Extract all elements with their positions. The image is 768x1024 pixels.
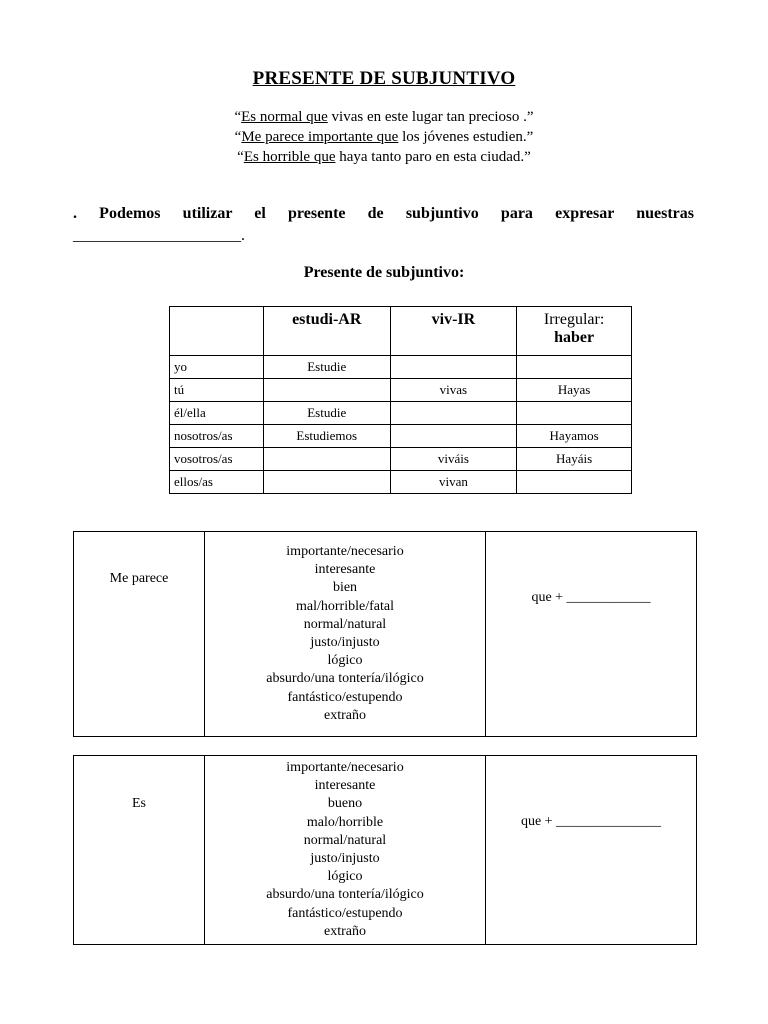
ir-form-cell: vivan — [390, 471, 517, 494]
adjective-item: interesante — [314, 778, 376, 794]
ir-form-cell — [390, 402, 517, 425]
quote-underlined-phrase: Es horrible que — [243, 149, 336, 165]
haber-form-cell: Hayamos — [517, 425, 632, 448]
quote-rest: los jóvenes estudien.” — [398, 129, 534, 145]
quote-rest: vivas en este lugar tan precioso .” — [327, 109, 534, 125]
adjective-item: fantástico/estupendo — [287, 905, 403, 921]
expression-table-me-parece — [73, 531, 697, 737]
page-title: PRESENTE DE SUBJUNTIVO — [252, 68, 516, 89]
header-estudi-ar: estudi-AR — [263, 307, 390, 356]
que-blank: que + ____________ — [486, 532, 697, 737]
header-irregular-label: Irregular: — [543, 311, 605, 328]
expression-row — [74, 532, 697, 737]
adjective-item: importante/necesario — [286, 543, 404, 559]
header-haber-label: haber — [554, 329, 595, 346]
table-row — [170, 379, 632, 402]
quote-underlined-phrase: Es normal que — [241, 109, 328, 125]
quote-open-mark: “ — [234, 129, 242, 145]
haber-form-cell — [517, 471, 632, 494]
quote-open-mark: “ — [234, 109, 242, 125]
adjective-item: normal/natural — [303, 832, 387, 848]
que-blank: que + _______________ — [486, 756, 697, 945]
adjective-item: lógico — [327, 869, 363, 885]
person-cell: vosotros/as — [170, 448, 264, 471]
ar-form-cell: Estudie — [263, 356, 390, 379]
haber-form-cell: Hayas — [517, 379, 632, 402]
example-quotes — [0, 107, 768, 167]
conjugation-header-row — [170, 307, 632, 356]
quote-line — [0, 107, 768, 127]
expression-row — [74, 756, 697, 945]
adjective-item: extraño — [324, 923, 366, 939]
adjective-item: lógico — [327, 653, 363, 669]
expression-table-es — [73, 755, 697, 945]
adjective-item: interesante — [314, 562, 376, 578]
statement-text: . Podemos utilizar el presente de subjuntivo para expresar nuestras — [73, 205, 694, 222]
conjugation-table — [169, 306, 632, 494]
quote-line — [0, 147, 768, 167]
table-row — [170, 448, 632, 471]
person-cell: nosotros/as — [170, 425, 264, 448]
adjective-item: extraño — [324, 707, 366, 723]
ir-form-cell — [390, 356, 517, 379]
quote-underlined-phrase: Me parece importante que — [241, 129, 399, 145]
ar-form-cell: Estudie — [263, 402, 390, 425]
table-row — [170, 471, 632, 494]
ar-form-cell — [263, 471, 390, 494]
adjective-item: absurdo/una tontería/ilógico — [266, 671, 424, 687]
usage-statement — [73, 203, 694, 247]
quote-rest: haya tanto paro en esta ciudad.” — [335, 149, 531, 165]
adjective-list — [205, 532, 486, 737]
header-empty-cell — [170, 307, 264, 356]
table-row — [170, 356, 632, 379]
header-viv-ir: viv-IR — [390, 307, 517, 356]
adjective-item: justo/injusto — [310, 635, 380, 650]
haber-form-cell: Hayáis — [517, 448, 632, 471]
header-irregular-haber — [517, 307, 632, 356]
adjective-item: bueno — [327, 796, 363, 812]
adjective-item: mal/horrible/fatal — [296, 598, 394, 614]
expression-label: Me parece — [74, 532, 205, 737]
person-cell: ellos/as — [170, 471, 264, 494]
adjective-item: malo/horrible — [306, 814, 384, 830]
ir-form-cell: viváis — [390, 448, 517, 471]
adjective-item: bien — [332, 580, 358, 596]
person-cell: tú — [170, 379, 264, 402]
person-cell: yo — [170, 356, 264, 379]
quote-open-mark: “ — [237, 149, 244, 165]
table-row — [170, 402, 632, 425]
ir-form-cell — [390, 425, 517, 448]
person-cell: él/ella — [170, 402, 264, 425]
ar-form-cell — [263, 448, 390, 471]
fill-in-blank: _____________________. — [73, 227, 245, 244]
section-subtitle: Presente de subjuntivo: — [303, 264, 465, 281]
table-row — [170, 425, 632, 448]
adjective-item: importante/necesario — [286, 760, 404, 775]
adjective-item: absurdo/una tontería/ilógico — [266, 887, 424, 903]
ar-form-cell — [263, 379, 390, 402]
adjective-list — [205, 756, 486, 945]
adjective-item: justo/injusto — [310, 851, 380, 867]
ar-form-cell: Estudiemos — [263, 425, 390, 448]
ir-form-cell: vivas — [390, 379, 517, 402]
quote-line — [0, 127, 768, 147]
adjective-item: normal/natural — [303, 616, 387, 632]
expression-label: Es — [74, 756, 205, 945]
adjective-item: fantástico/estupendo — [287, 689, 403, 705]
haber-form-cell — [517, 402, 632, 425]
haber-form-cell — [517, 356, 632, 379]
